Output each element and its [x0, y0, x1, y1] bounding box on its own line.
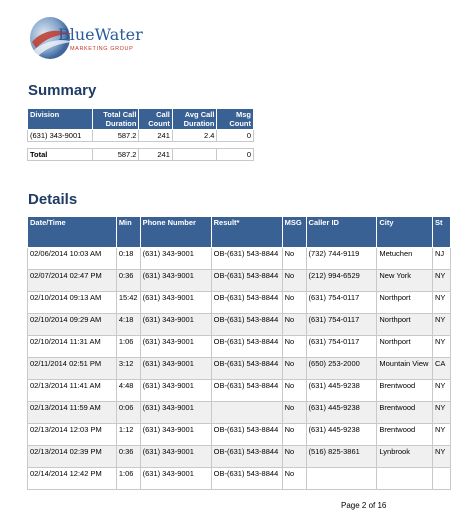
details-cell: 0:36: [116, 446, 140, 468]
details-row: [28, 292, 451, 314]
details-cell: 0:36: [116, 270, 140, 292]
details-cell: (212) 994-6529: [306, 270, 377, 292]
details-cell: 02/10/2014 09:29 AM: [28, 314, 117, 336]
details-cell: No: [282, 336, 306, 358]
summary-cell: 587.2: [92, 130, 139, 142]
details-cell: (516) 825-3861: [306, 446, 377, 468]
summary-header-cell: Total Call Duration: [92, 109, 139, 130]
details-cell: NY: [433, 380, 451, 402]
details-cell: No: [282, 424, 306, 446]
details-cell: OB-(631) 543-8844: [211, 270, 282, 292]
details-cell: No: [282, 270, 306, 292]
details-cell: 1:06: [116, 336, 140, 358]
summary-total-cell: Total: [28, 149, 93, 161]
details-cell: (631) 343-9001: [140, 336, 211, 358]
details-cell: 02/13/2014 02:39 PM: [28, 446, 117, 468]
details-cell: No: [282, 402, 306, 424]
details-cell: Brentwood: [377, 424, 433, 446]
details-cell: No: [282, 446, 306, 468]
details-cell: 02/13/2014 11:41 AM: [28, 380, 117, 402]
details-cell: NY: [433, 270, 451, 292]
summary-cell: 241: [139, 130, 172, 142]
details-cell: 02/10/2014 09:13 AM: [28, 292, 117, 314]
details-cell: NY: [433, 424, 451, 446]
details-cell: Mountain View: [377, 358, 433, 380]
details-cell: NY: [433, 402, 451, 424]
details-cell: NY: [433, 336, 451, 358]
details-cell: (631) 343-9001: [140, 446, 211, 468]
summary-header-row: [28, 109, 254, 130]
details-cell: 1:12: [116, 424, 140, 446]
details-cell: 02/13/2014 11:59 AM: [28, 402, 117, 424]
details-cell: NY: [433, 292, 451, 314]
bluewater-logo: [28, 12, 150, 64]
details-cell: 0:06: [116, 402, 140, 424]
details-cell: 02/06/2014 10:03 AM: [28, 248, 117, 270]
details-cell: Lynbrook: [377, 446, 433, 468]
details-row: [28, 446, 451, 468]
details-row: [28, 380, 451, 402]
details-cell: OB-(631) 543-8844: [211, 380, 282, 402]
details-cell: Northport: [377, 314, 433, 336]
details-header-cell: Min: [116, 217, 140, 248]
details-header-cell: Phone Number: [140, 217, 211, 248]
summary-cell: 2.4: [172, 130, 217, 142]
details-cell: (631) 754-0117: [306, 336, 377, 358]
details-cell: 1:06: [116, 468, 140, 490]
details-cell: (631) 445-9238: [306, 424, 377, 446]
summary-total-cell: 587.2: [92, 149, 139, 161]
summary-total-cell: 0: [217, 149, 254, 161]
details-row: [28, 424, 451, 446]
details-row: [28, 314, 451, 336]
details-cell: 4:18: [116, 314, 140, 336]
details-cell: 4:48: [116, 380, 140, 402]
details-row: [28, 468, 451, 490]
details-header-cell: City: [377, 217, 433, 248]
details-cell: 02/10/2014 11:31 AM: [28, 336, 117, 358]
details-cell: [306, 468, 377, 490]
details-cell: (732) 744-9119: [306, 248, 377, 270]
summary-cell: 0: [217, 130, 254, 142]
details-cell: No: [282, 314, 306, 336]
details-cell: 02/07/2014 02:47 PM: [28, 270, 117, 292]
details-cell: (631) 754-0117: [306, 314, 377, 336]
details-cell: (650) 253-2000: [306, 358, 377, 380]
details-cell: (631) 343-9001: [140, 270, 211, 292]
details-cell: 3:12: [116, 358, 140, 380]
details-row: [28, 336, 451, 358]
details-cell: 0:18: [116, 248, 140, 270]
details-cell: No: [282, 468, 306, 490]
details-header-cell: Caller ID: [306, 217, 377, 248]
details-cell: (631) 343-9001: [140, 314, 211, 336]
details-header-cell: St: [433, 217, 451, 248]
summary-total-cell: [172, 149, 217, 161]
details-cell: CA: [433, 358, 451, 380]
summary-row: [28, 130, 254, 142]
details-header-cell: Result*: [211, 217, 282, 248]
details-cell: [211, 402, 282, 424]
details-cell: NJ: [433, 248, 451, 270]
details-row: [28, 248, 451, 270]
details-cell: OB-(631) 543-8844: [211, 336, 282, 358]
details-cell: OB-(631) 543-8844: [211, 314, 282, 336]
details-cell: Northport: [377, 292, 433, 314]
summary-header-cell: Division: [28, 109, 93, 130]
logo-word-2: MARKETING GROUP: [70, 46, 134, 52]
details-cell: (631) 343-9001: [140, 380, 211, 402]
details-cell: OB-(631) 543-8844: [211, 424, 282, 446]
details-cell: No: [282, 292, 306, 314]
logo-word-1: BlueWater: [58, 25, 143, 44]
details-title: Details: [28, 191, 78, 208]
details-cell: Metuchen: [377, 248, 433, 270]
details-row: [28, 358, 451, 380]
details-cell: Brentwood: [377, 402, 433, 424]
summary-title: Summary: [28, 82, 97, 99]
details-cell: (631) 343-9001: [140, 402, 211, 424]
details-cell: (631) 343-9001: [140, 358, 211, 380]
details-cell: No: [282, 248, 306, 270]
details-cell: (631) 343-9001: [140, 292, 211, 314]
summary-total-cell: 241: [139, 149, 172, 161]
details-cell: (631) 754-0117: [306, 292, 377, 314]
details-cell: No: [282, 358, 306, 380]
details-cell: (631) 343-9001: [140, 468, 211, 490]
details-body: [28, 248, 451, 490]
summary-header-cell: Call Count: [139, 109, 172, 130]
details-cell: [377, 468, 433, 490]
details-cell: 02/11/2014 02:51 PM: [28, 358, 117, 380]
details-cell: OB-(631) 543-8844: [211, 446, 282, 468]
details-header-row: [28, 217, 451, 248]
details-row: [28, 270, 451, 292]
details-header-cell: MSG: [282, 217, 306, 248]
details-cell: OB-(631) 543-8844: [211, 468, 282, 490]
summary-cell: (631) 343-9001: [28, 130, 93, 142]
details-cell: NY: [433, 314, 451, 336]
details-header-cell: Date/Time: [28, 217, 117, 248]
page-number: Page 2 of 16: [341, 501, 387, 510]
details-cell: Northport: [377, 336, 433, 358]
details-cell: 15:42: [116, 292, 140, 314]
details-cell: NY: [433, 446, 451, 468]
details-cell: [433, 468, 451, 490]
details-cell: (631) 343-9001: [140, 248, 211, 270]
summary-total-row: [28, 149, 254, 161]
summary-header-cell: Msg Count: [217, 109, 254, 130]
details-table: [27, 216, 451, 490]
details-cell: New York: [377, 270, 433, 292]
details-cell: OB-(631) 543-8844: [211, 248, 282, 270]
details-row: [28, 402, 451, 424]
details-cell: (631) 343-9001: [140, 424, 211, 446]
details-cell: OB-(631) 543-8844: [211, 358, 282, 380]
details-cell: (631) 445-9238: [306, 380, 377, 402]
summary-table: [27, 108, 254, 161]
details-cell: Brentwood: [377, 380, 433, 402]
details-cell: 02/13/2014 12:03 PM: [28, 424, 117, 446]
summary-header-cell: Avg Call Duration: [172, 109, 217, 130]
details-cell: 02/14/2014 12:42 PM: [28, 468, 117, 490]
details-cell: OB-(631) 543-8844: [211, 292, 282, 314]
details-cell: No: [282, 380, 306, 402]
details-cell: (631) 445-9238: [306, 402, 377, 424]
